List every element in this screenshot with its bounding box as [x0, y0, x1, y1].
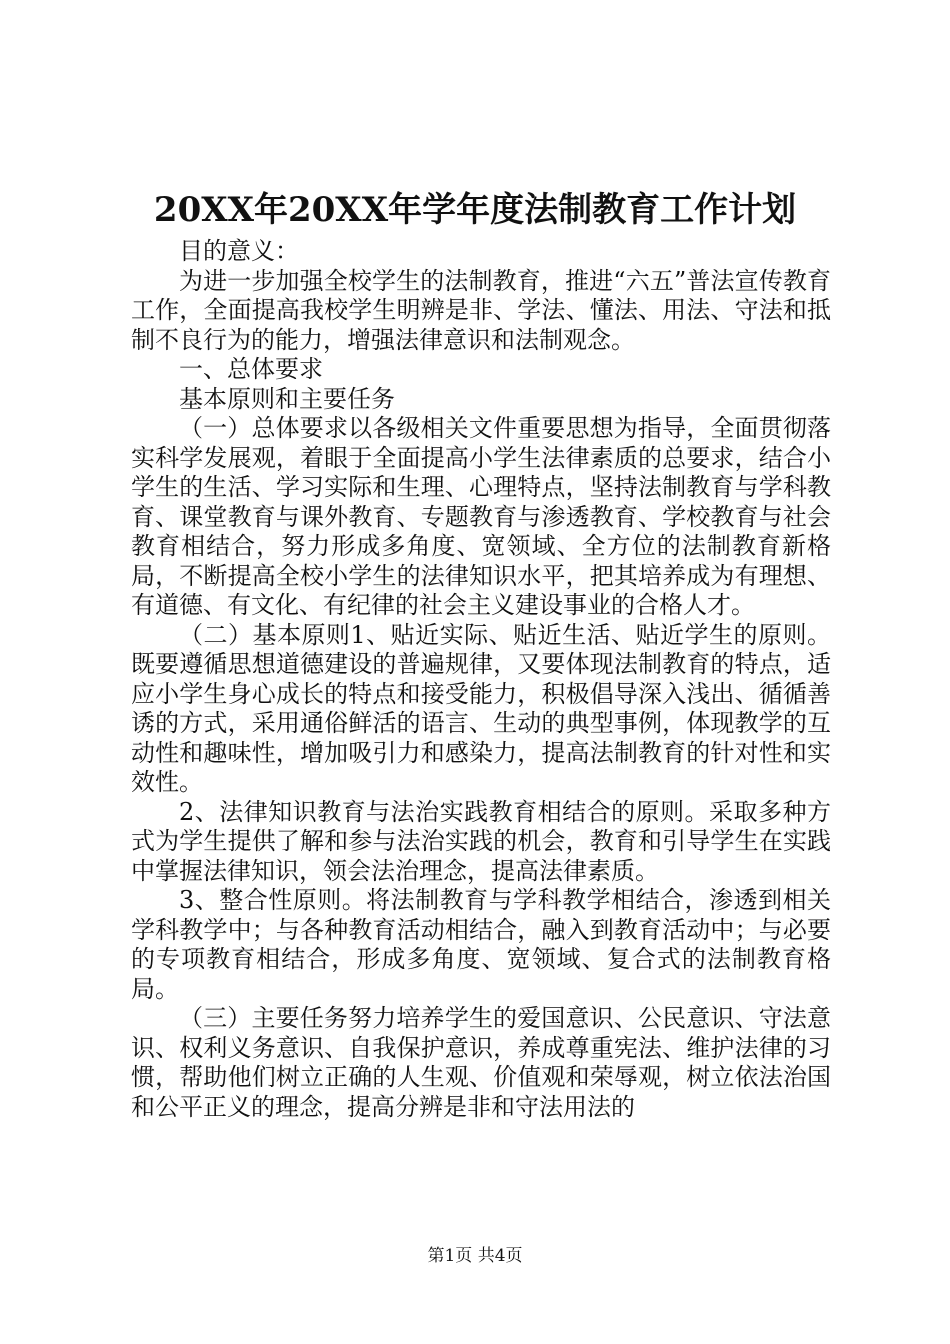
paragraph-purpose-heading: 目的意义： — [179, 237, 299, 265]
paragraph-principle-2: 2、法律知识教育与法治实践教育相结合的原则。采取多种方式为学生提供了解和参与法治实践的机会，教育和引导学生在实践中掌握法律知识，领会法治理念，提高法律素质。 — [131, 797, 831, 885]
page-number: 第1页 共4页 — [427, 1246, 523, 1266]
document-title: 20XX年20XX年学年度法制教育工作计划 — [153, 190, 797, 230]
paragraph-purpose: 为进一步加强全校学生的法制教育，推进“六五”普法宣传教育工作，全面提高我校学生明辨是非、学法、懂法、用法、守法和抵制不良行为的能力，增强法律意识和法制观念。 — [131, 266, 831, 354]
paragraph-main-tasks: （三）主要任务努力培养学生的爱国意识、公民意识、守法意识、权利义务意识、自我保护意识，养成尊重宪法、维护法律的习惯，帮助他们树立正确的人生观、价值观和荣辱观，树立依法治国和公平正义的理念，提高分辨是非和守法用法的 — [131, 1004, 831, 1121]
paragraph-subheading: 基本原则和主要任务 — [179, 384, 395, 413]
document-body — [131, 237, 831, 1122]
paragraph-basic-principles: （二）基本原则1、贴近实际、贴近生活、贴近学生的原则。既要遵循思想道德建设的普遍规律，又要体现法制教育的特点，适应小学生身心成长的特点和接受能力，积极倡导深入浅出、循循善诱的方式，采用通俗鲜活的语言、生动的典型事例，体现教学的互动性和趣味性，增加吸引力和感染力，提高法制教育的针对性和实效性。 — [131, 620, 831, 796]
paragraph-section-heading: 一、总体要求 — [179, 355, 323, 383]
paragraph-principle-3: 3、整合性原则。将法制教育与学科教学相结合，渗透到相关学科教学中；与各种教育活动相结合，融入到教育活动中；与必要的专项教育相结合，形成多角度、宽领域、复合式的法制教育格局。 — [131, 886, 831, 1003]
paragraph-overall-requirements: （一）总体要求以各级相关文件重要思想为指导，全面贯彻落实科学发展观，着眼于全面提高小学生法律素质的总要求，结合小学生的生活、学习实际和生理、心理特点，坚持法制教育与学科教育、课堂教育与课外教育、专题教育与渗透教育、学校教育与社会教育相结合，努力形成多角度、宽领域、全方位的法制教育新格局，不断提高全校小学生的法律知识水平，把其培养成为有理想、有道德、有文化、有纪律的社会主义建设事业的合格人才。 — [131, 414, 831, 619]
